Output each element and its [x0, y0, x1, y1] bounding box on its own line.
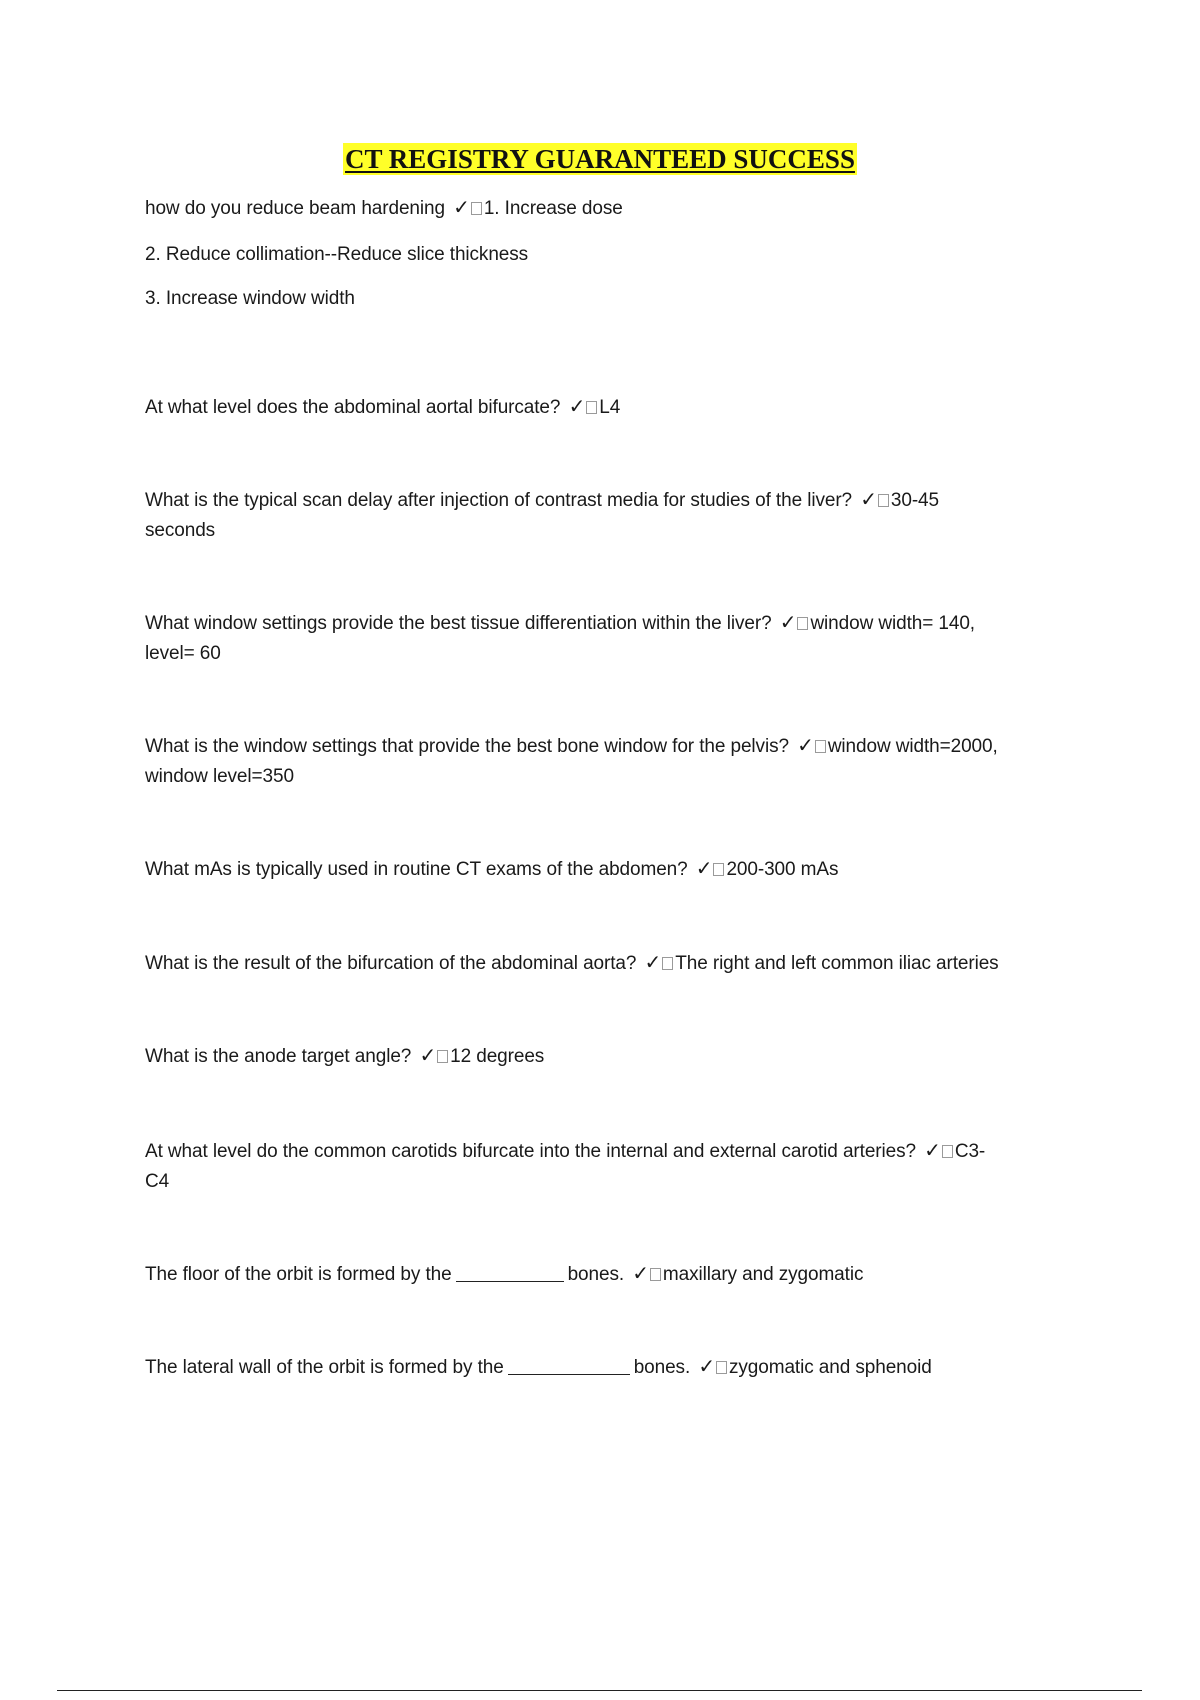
qa-line	[145, 392, 1095, 423]
question-text: The floor of the orbit is formed by the	[145, 1264, 452, 1285]
qa-line	[145, 193, 1095, 224]
qa-item-liver-window	[145, 608, 1095, 669]
answer-text: 12 degrees	[450, 1046, 545, 1067]
qa-item-beam-hardening	[145, 193, 1095, 314]
qa-item-aorta-bifurcation-result	[145, 948, 1095, 979]
answer-text: window width= 140,	[810, 613, 975, 634]
answer-continuation: level= 60	[145, 643, 221, 664]
answer-continuation: seconds	[145, 520, 216, 541]
check-icon: ✓	[860, 489, 877, 511]
qa-item-scan-delay	[145, 485, 1095, 546]
answer-text: 200-300 mAs	[726, 859, 839, 880]
empty-box-icon	[471, 202, 482, 215]
empty-box-icon	[815, 740, 826, 753]
question-text-end: bones.	[567, 1264, 625, 1285]
qa-line	[145, 854, 1095, 885]
qa-line	[145, 731, 1095, 762]
qa-line	[145, 948, 1095, 979]
qa-line	[145, 1259, 1095, 1290]
answer-text: L4	[599, 397, 621, 418]
qa-line	[145, 608, 1095, 639]
document-title: CT REGISTRY GUARANTEED SUCCESS	[345, 144, 855, 174]
answer-text: zygomatic and sphenoid	[729, 1357, 932, 1378]
qa-item-carotid-bifurcation	[145, 1136, 1095, 1197]
qa-line	[145, 1352, 1095, 1383]
qa-item-orbit-floor	[145, 1259, 1095, 1290]
check-icon: ✓	[453, 197, 470, 219]
answer-line: 3. Increase window width	[145, 288, 355, 309]
answer-text: window width=2000,	[827, 736, 998, 757]
question-text: What is the window settings that provide the best bone window for the pelvis?	[145, 736, 789, 757]
check-icon: ✓	[695, 858, 713, 880]
empty-box-icon	[650, 1268, 661, 1281]
title-container	[0, 143, 1200, 175]
question-text: The lateral wall of the orbit is formed by the	[145, 1357, 504, 1378]
check-icon: ✓	[924, 1140, 941, 1162]
question-text: At what level do the common carotids bifurcate into the internal and external carotid arteries?	[145, 1141, 916, 1162]
answer-line: 2. Reduce collimation--Reduce slice thickness	[145, 244, 529, 265]
qa-item-mas-abdomen	[145, 854, 1095, 885]
answer-text: The right and left common iliac arteries	[675, 953, 999, 974]
qa-line	[145, 485, 1095, 516]
answer-continuation: C4	[145, 1171, 170, 1192]
empty-box-icon	[586, 401, 597, 414]
qa-line	[145, 1041, 1095, 1072]
qa-item-aortal-bifurcation	[145, 392, 1095, 423]
footer-divider	[57, 1690, 1142, 1691]
check-icon: ✓	[568, 396, 586, 418]
fill-in-blank	[508, 1356, 630, 1375]
check-icon: ✓	[797, 735, 814, 757]
check-icon: ✓	[419, 1045, 437, 1067]
check-icon: ✓	[644, 952, 662, 974]
check-icon: ✓	[698, 1356, 715, 1378]
answer-text: maxillary and zygomatic	[662, 1264, 864, 1285]
check-icon: ✓	[779, 612, 797, 634]
empty-box-icon	[942, 1145, 953, 1158]
empty-box-icon	[662, 957, 673, 970]
question-text: What is the anode target angle?	[145, 1046, 412, 1067]
answer-text: C3-	[954, 1141, 986, 1162]
answer-continuation: window level=350	[145, 766, 294, 787]
qa-item-orbit-lateral-wall	[145, 1352, 1095, 1383]
empty-box-icon	[878, 494, 889, 507]
empty-box-icon	[713, 863, 724, 876]
question-text-end: bones.	[633, 1357, 691, 1378]
empty-box-icon	[797, 617, 808, 630]
fill-in-blank	[456, 1263, 564, 1282]
check-icon: ✓	[632, 1263, 649, 1285]
empty-box-icon	[437, 1050, 448, 1063]
answer-text: 1. Increase dose	[483, 198, 623, 219]
question-text: how do you reduce beam hardening	[145, 198, 445, 219]
question-text: What mAs is typically used in routine CT exams of the abdomen?	[145, 859, 688, 880]
question-text: What window settings provide the best tissue differentiation within the liver?	[145, 613, 772, 634]
answer-text: 30-45	[890, 490, 939, 511]
question-text: What is the result of the bifurcation of the abdominal aorta?	[145, 953, 637, 974]
question-text: What is the typical scan delay after injection of contrast media for studies of the liver?	[145, 490, 853, 511]
qa-item-pelvis-bone-window	[145, 731, 1095, 792]
empty-box-icon	[716, 1361, 727, 1374]
question-text: At what level does the abdominal aortal bifurcate?	[145, 397, 561, 418]
qa-line	[145, 1136, 1095, 1167]
qa-item-anode-angle	[145, 1041, 1095, 1072]
